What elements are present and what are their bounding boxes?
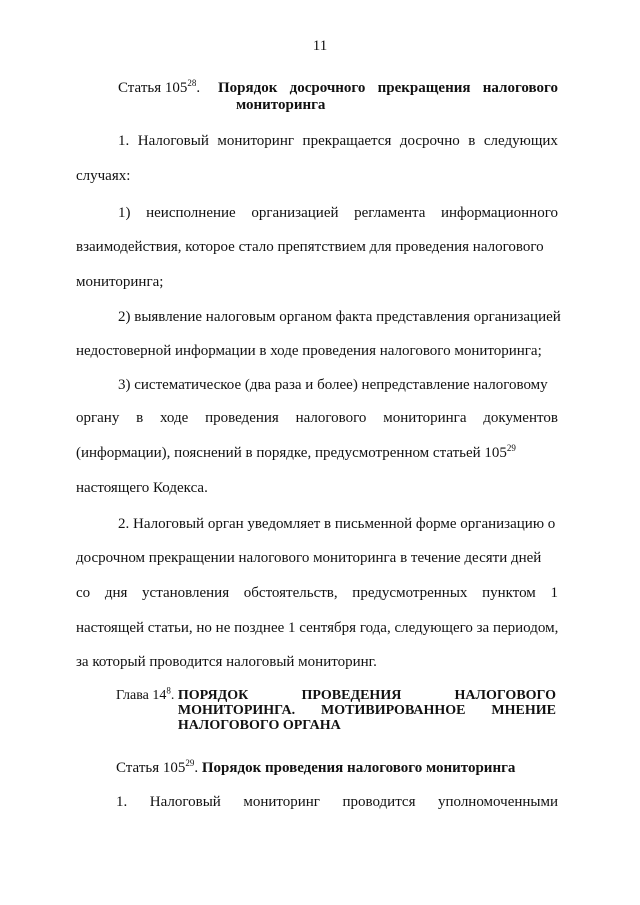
paragraph-1-line1: 1. Налоговый мониторинг прекращается досрочно в следующих xyxy=(118,133,558,149)
paragraph-2-line5: за который проводится налоговый мониторинг. xyxy=(76,654,377,670)
item-1-line2: взаимодействия, которое стало препятствием для проведения налогового xyxy=(76,239,544,255)
article-105-28-title-line1: Порядок досрочного прекращения налогового xyxy=(218,80,558,96)
paragraph-2-line2: досрочном прекращении налогового мониторинга в течение десяти дней xyxy=(76,550,542,566)
chapter-14-8-heading xyxy=(116,685,556,733)
item-1-line1: 1) неисполнение организацией регламента информационного xyxy=(118,205,558,221)
chapter-title-line1: ПОРЯДОК ПРОВЕДЕНИЯ НАЛОГОВОГО xyxy=(177,688,556,703)
chapter-title-line3: НАЛОГОВОГО ОРГАНА xyxy=(177,718,341,733)
item-3-line1: 3) систематическое (два раза и более) непредставление налоговому xyxy=(118,377,548,393)
article-105-29-title: Порядок проведения налогового мониторинга xyxy=(201,760,516,776)
article-105-29-heading: Статья $105^{29}$. Порядок проведения налогового мониторинга xyxy=(116,758,516,776)
article-superscript: 28 xyxy=(187,78,197,88)
item-3-line3: (информации), пояснений в порядке, предусмотренном статьей $105^{29}$ xyxy=(76,443,516,461)
item-2-line1: 2) выявление налоговым органом факта представления организацией xyxy=(118,309,561,325)
item-3-line4: настоящего Кодекса. xyxy=(76,480,208,496)
article-prefix: Статья 105 xyxy=(118,80,188,96)
chapter-title-line2: МОНИТОРИНГА. МОТИВИРОВАННОЕ МНЕНИЕ xyxy=(177,703,556,718)
article-105-28-heading: Статья $105^{28}$. xyxy=(118,78,201,96)
article-105-28-title-line2: мониторинга xyxy=(236,97,326,113)
paragraph-2-line1: 2. Налоговый орган уведомляет в письменной форме организацию о xyxy=(118,516,556,532)
paragraph-1-line2: случаях: xyxy=(76,168,131,184)
item-1-line3: мониторинга; xyxy=(76,274,164,290)
paragraph-2-line4: настоящей статьи, но не позднее 1 сентября года, следующего за периодом, xyxy=(76,620,559,636)
page-number: 11 xyxy=(312,38,328,54)
article-superscript: 29 xyxy=(185,758,195,768)
paragraph-2-line3: со дня установления обстоятельств, предусмотренных пунктом 1 xyxy=(76,585,558,601)
item-3-line2: органу в ходе проведения налогового мониторинга документов xyxy=(76,410,558,426)
item-2-line2: недостоверной информации в ходе проведения налогового мониторинга; xyxy=(76,343,542,359)
chapter-label: Глава $14^8$. xyxy=(116,685,178,703)
article-prefix: Статья 105 xyxy=(116,760,186,776)
article-superscript: 29 xyxy=(506,443,516,453)
paragraph-3-line1: 1. Налоговый мониторинг проводится уполномоченными xyxy=(116,794,558,810)
